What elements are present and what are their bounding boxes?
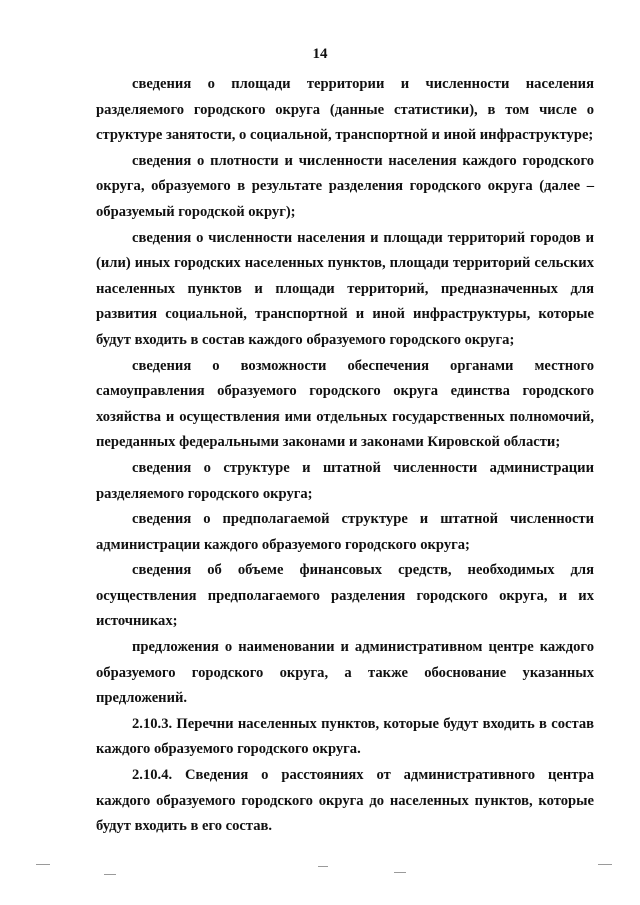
paragraph-2-10-4: 2.10.4. Сведения о расстояниях от административного центра каждого образуемого городского округа до населенных пунктов, которые будут входить в его состав. xyxy=(96,767,594,835)
scan-speck xyxy=(394,872,406,873)
paragraph-territory-population: сведения о площади территории и численности населения разделяемого городского округа (данные статистики), в том числе о структуре занятости, о социальной, транспортной и иной инфраструктуре; xyxy=(96,76,594,144)
scan-speck xyxy=(36,864,50,865)
scan-speck xyxy=(318,866,328,867)
paragraph-settlements-territories: сведения о численности населения и площади территорий городов и (или) иных городских населенных пунктов, площади территорий сельских населенных пунктов и площади территорий, предназначенных для развития социальной, транспортной и иной инфраструктуры, которые будут входить в состав каждого образуемого городского округа; xyxy=(96,229,594,348)
paragraph-planned-structure: сведения о предполагаемой структуре и штатной численности администрации каждого образуемого городского округа; xyxy=(96,511,594,553)
paragraph-administration-structure: сведения о структуре и штатной численности администрации разделяемого городского округа; xyxy=(96,459,594,502)
scan-specks xyxy=(0,860,640,900)
paragraph-2-10-3: 2.10.3. Перечни населенных пунктов, которые будут входить в состав каждого образуемого городского округа. xyxy=(96,715,594,758)
document-body xyxy=(96,72,594,840)
scan-speck xyxy=(598,864,612,865)
scan-speck xyxy=(104,874,116,875)
paragraph-financial-means: сведения об объеме финансовых средств, необходимых для осуществления предполагаемого разделения городского округа, и их источниках; xyxy=(96,562,594,630)
paragraph-local-government-capacity: сведения о возможности обеспечения органами местного самоуправления образуемого городского округа единства городского хозяйства и осуществления ими отдельных государственных полномочий, переданных федеральными законами и законами Кировской области; xyxy=(96,357,594,451)
paragraph-naming-proposals: предложения о наименовании и административном центре каждого образуемого городского округа, а также обоснование указанных предложений. xyxy=(96,639,594,707)
page-number: 14 xyxy=(312,46,328,62)
paragraph-population-density: сведения о плотности и численности населения каждого городского округа, образуемого в результате разделения городского округа (далее – образуемый городской округ); xyxy=(96,152,594,220)
